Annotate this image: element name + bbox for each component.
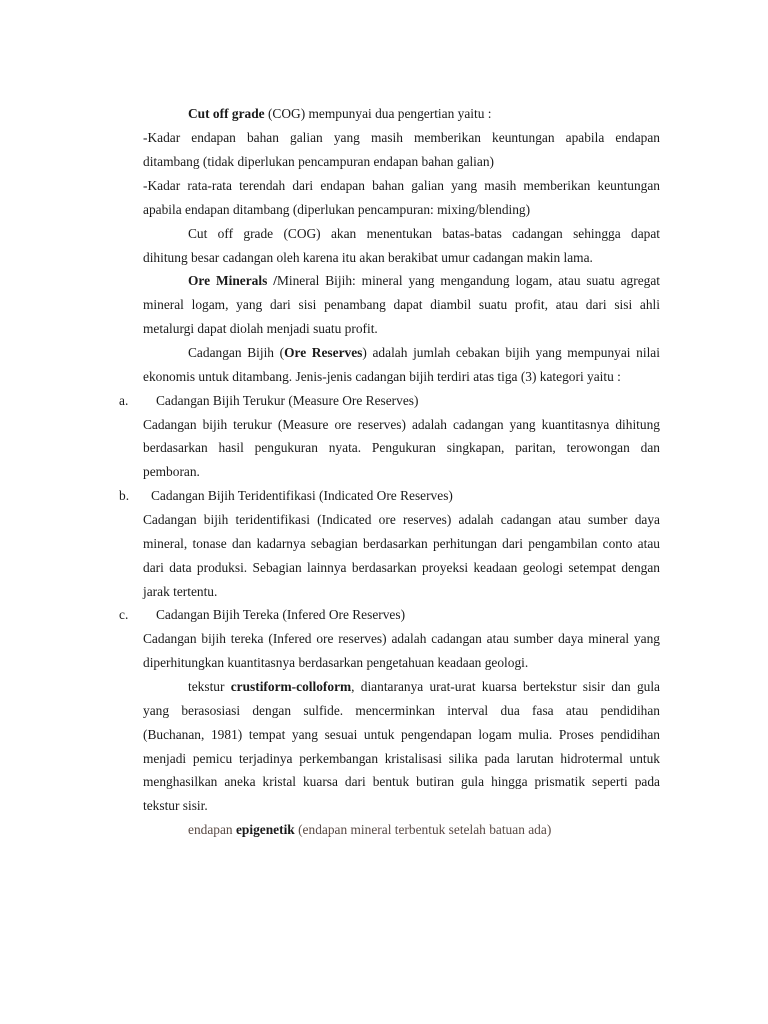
list-marker-b: b. xyxy=(119,488,130,503)
text-line: Cadangan bijih terukur (Measure ore reserves) adalah cadangan yang kuantitasnya dihitung xyxy=(143,417,660,432)
text-line: metalurgi dapat diolah menjadi suatu profit. xyxy=(143,321,378,336)
text-line: ekonomis untuk ditambang. Jenis-jenis cadangan bijih terdiri atas tiga (3) kategori yaitu : xyxy=(143,369,621,384)
list-marker-a: a. xyxy=(119,393,129,408)
ore-reserves-paragraph: Cadangan Bijih (Ore Reserves) adalah jumlah cebakan bijih yang mempunyai nilai xyxy=(188,345,660,360)
ore-minerals-paragraph: Ore Minerals /Mineral Bijih: mineral yang mengandung logam, atau suatu agregat xyxy=(188,273,661,288)
cut-off-grade-intro: Cut off grade (COG) mempunyai dua pengertian yaitu : xyxy=(188,106,492,121)
text-line: berdasarkan hasil pengukuran nyata. Pengukuran singkapan, paritan, terowongan dan xyxy=(143,440,660,455)
text-line: jarak tertentu. xyxy=(143,584,218,599)
text-line: mineral, tonase dan kadarnya sebagian berdasarkan perhitungan dari pengambilan conto atau xyxy=(143,536,660,551)
text-line: dari data produksi. Sebagian lainnya berdasarkan proyeksi keadaan geologi setempat dengan xyxy=(143,560,660,575)
text-line: Cadangan bijih teridentifikasi (Indicated ore reserves) adalah cadangan atau sumber daya xyxy=(143,512,660,527)
text-line: menjadi pemicu terjadinya perkembangan kristalisasi silika pada larutan hidrotermal untuk xyxy=(143,751,660,766)
list-heading-a: Cadangan Bijih Terukur (Measure Ore Reserves) xyxy=(156,393,419,408)
text-line: tekstur sisir. xyxy=(143,798,208,813)
list-marker-c: c. xyxy=(119,607,129,622)
list-heading-c: Cadangan Bijih Tereka (Infered Ore Reserves) xyxy=(156,607,406,622)
term-ore-reserves: Ore Reserves xyxy=(284,345,363,360)
term-crustiform-colloform: crustiform-colloform xyxy=(230,679,352,694)
text-line: yang berasosiasi dengan sulfide. mencerminkan interval dua fasa atau pendidihan xyxy=(143,703,660,718)
text-line: mineral logam, yang dari sisi penambang dapat diambil suatu profit, atau dari sisi ahli xyxy=(143,297,660,312)
text-line: dihitung besar cadangan oleh karena itu akan berakibat umur cadangan makin lama. xyxy=(143,250,593,265)
text-line: -Kadar rata-rata terendah dari endapan bahan galian yang masih memberikan keuntungan xyxy=(143,178,660,193)
text-line: -Kadar endapan bahan galian yang masih memberikan keuntungan apabila endapan xyxy=(143,130,660,145)
text-line: apabila endapan ditambang (diperlukan pencampuran: mixing/blending) xyxy=(143,202,531,217)
epigenetik-line: endapan epigenetik (endapan mineral terbentuk setelah batuan ada) xyxy=(188,822,552,837)
term-ore-minerals: Ore Minerals / xyxy=(188,273,277,288)
text-line: Cut off grade (COG) akan menentukan batas-batas cadangan sehingga dapat xyxy=(188,226,660,241)
text-line: Cadangan bijih tereka (Infered ore reserves) adalah cadangan atau sumber daya mineral yang xyxy=(143,631,660,646)
text-line: diperhitungkan kuantitasnya berdasarkan pengetahuan keadaan geologi. xyxy=(143,655,529,670)
text-line: menghasilkan aneka kristal kuarsa dari bentuk butiran gula hingga prismatik seperti pada xyxy=(143,774,660,789)
text-line: ditambang (tidak diperlukan pencampuran endapan bahan galian) xyxy=(143,154,494,169)
crustiform-paragraph: tekstur crustiform-colloform, diantaranya urat-urat kuarsa bertekstur sisir dan gula xyxy=(188,679,660,694)
term-cut-off-grade: Cut off grade xyxy=(188,106,265,121)
text-line: (Buchanan, 1981) tempat yang sesuai untuk pengendapan logam mulia. Proses pendidihan xyxy=(143,727,660,742)
list-heading-b: Cadangan Bijih Teridentifikasi (Indicated Ore Reserves) xyxy=(151,488,453,503)
term-epigenetik: epigenetik xyxy=(235,822,295,837)
text-line: pemboran. xyxy=(143,464,200,479)
